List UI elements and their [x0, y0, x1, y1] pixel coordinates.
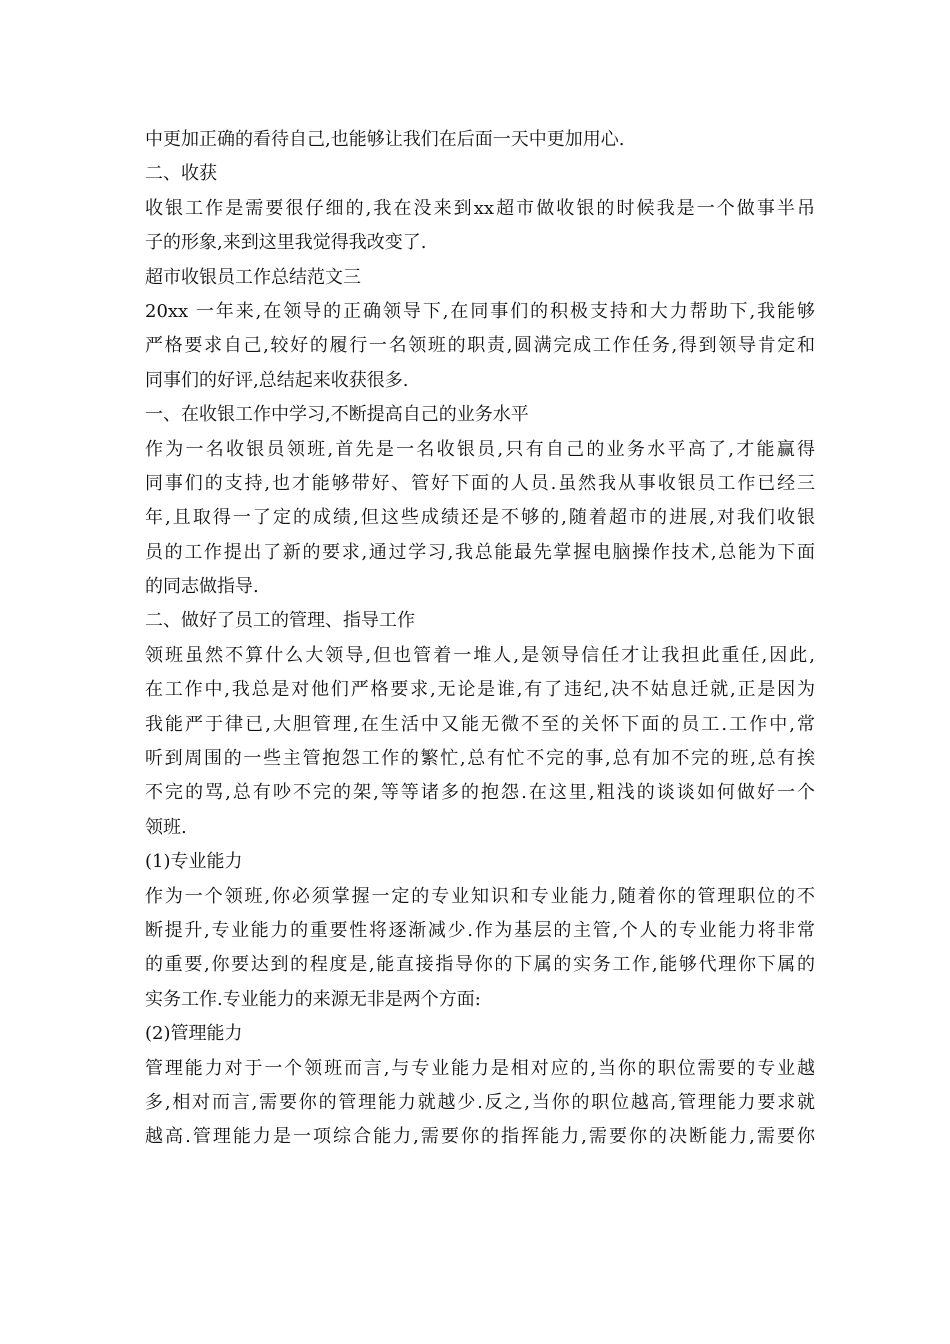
- text-line: 实务工作.专业能力的来源无非是两个方面:: [145, 988, 481, 1010]
- text-line: 20xx 一年来,在领导的正确领导下,在同事们的积极支持和大力帮助下,我能够: [145, 300, 815, 322]
- text-line: 二、收获: [145, 163, 217, 185]
- text-line: 年,且取得一了定的成绩,但这些成绩还是不够的,随着超市的进展,对我们收银: [145, 507, 815, 529]
- text-line: 一、在收银工作中学习,不断提高自己的业务水平: [145, 404, 529, 426]
- text-line: 的重要,你要达到的程度是,能直接指导你的下属的实务工作,能够代理你下属的: [145, 954, 815, 976]
- text-line: 不完的骂,总有吵不完的架,等等诸多的抱怨.在这里,粗浅的谈谈如何做好一个: [145, 782, 815, 804]
- text-line: (2)管理能力: [145, 1023, 243, 1045]
- text-line: 作为一名收银员领班,首先是一名收银员,只有自己的业务水平高了,才能赢得: [145, 438, 815, 460]
- text-line: 在工作中,我总是对他们严格要求,无论是谁,有了违纪,决不姑息迁就,正是因为: [145, 679, 815, 701]
- text-line: 听到周围的一些主管抱怨工作的繁忙,总有忙不完的事,总有加不完的班,总有挨: [145, 748, 815, 770]
- document-body: [145, 123, 815, 1155]
- text-line: 超市收银员工作总结范文三: [145, 266, 361, 288]
- text-line: 员的工作提出了新的要求,通过学习,我总能最先掌握电脑操作技术,总能为下面: [145, 541, 815, 563]
- text-line: 领班虽然不算什么大领导,但也管着一堆人,是领导信任才让我担此重任,因此,: [145, 644, 815, 666]
- text-line: 收银工作是需要很仔细的,我在没来到xx超市做收银的时候我是一个做事半吊: [145, 197, 815, 219]
- text-line: 同事们的好评,总结起来收获很多.: [145, 369, 409, 391]
- text-line: 二、做好了员工的管理、指导工作: [145, 610, 415, 632]
- text-line: 多,相对而言,需要你的管理能力就越少.反之,当你的职位越高,管理能力要求就: [145, 1091, 815, 1113]
- text-line: 领班.: [145, 816, 187, 838]
- text-line: 断提升,专业能力的重要性将逐渐减少.作为基层的主管,个人的专业能力将非常: [145, 919, 815, 941]
- text-line: 作为一个领班,你必须掌握一定的专业知识和专业能力,随着你的管理职位的不: [145, 885, 815, 907]
- text-line: 子的形象,来到这里我觉得我改变了.: [145, 232, 427, 254]
- text-line: 中更加正确的看待自己,也能够让我们在后面一天中更加用心.: [145, 129, 625, 150]
- text-line: 越高.管理能力是一项综合能力,需要你的指挥能力,需要你的决断能力,需要你: [145, 1126, 815, 1148]
- text-line: 我能严于律已,大胆管理,在生活中又能无微不至的关怀下面的员工.工作中,常: [145, 713, 815, 735]
- text-line: 管理能力对于一个领班而言,与专业能力是相对应的,当你的职位需要的专业越: [145, 1057, 815, 1079]
- text-line: 严格要求自己,较好的履行一名领班的职责,圆满完成工作任务,得到领导肯定和: [145, 335, 815, 357]
- text-line: (1)专业能力: [145, 851, 243, 873]
- text-line: 同事们的支持,也才能够带好、管好下面的人员.虽然我从事收银员工作已经三: [145, 472, 815, 494]
- text-line: 的同志做指导.: [145, 576, 259, 598]
